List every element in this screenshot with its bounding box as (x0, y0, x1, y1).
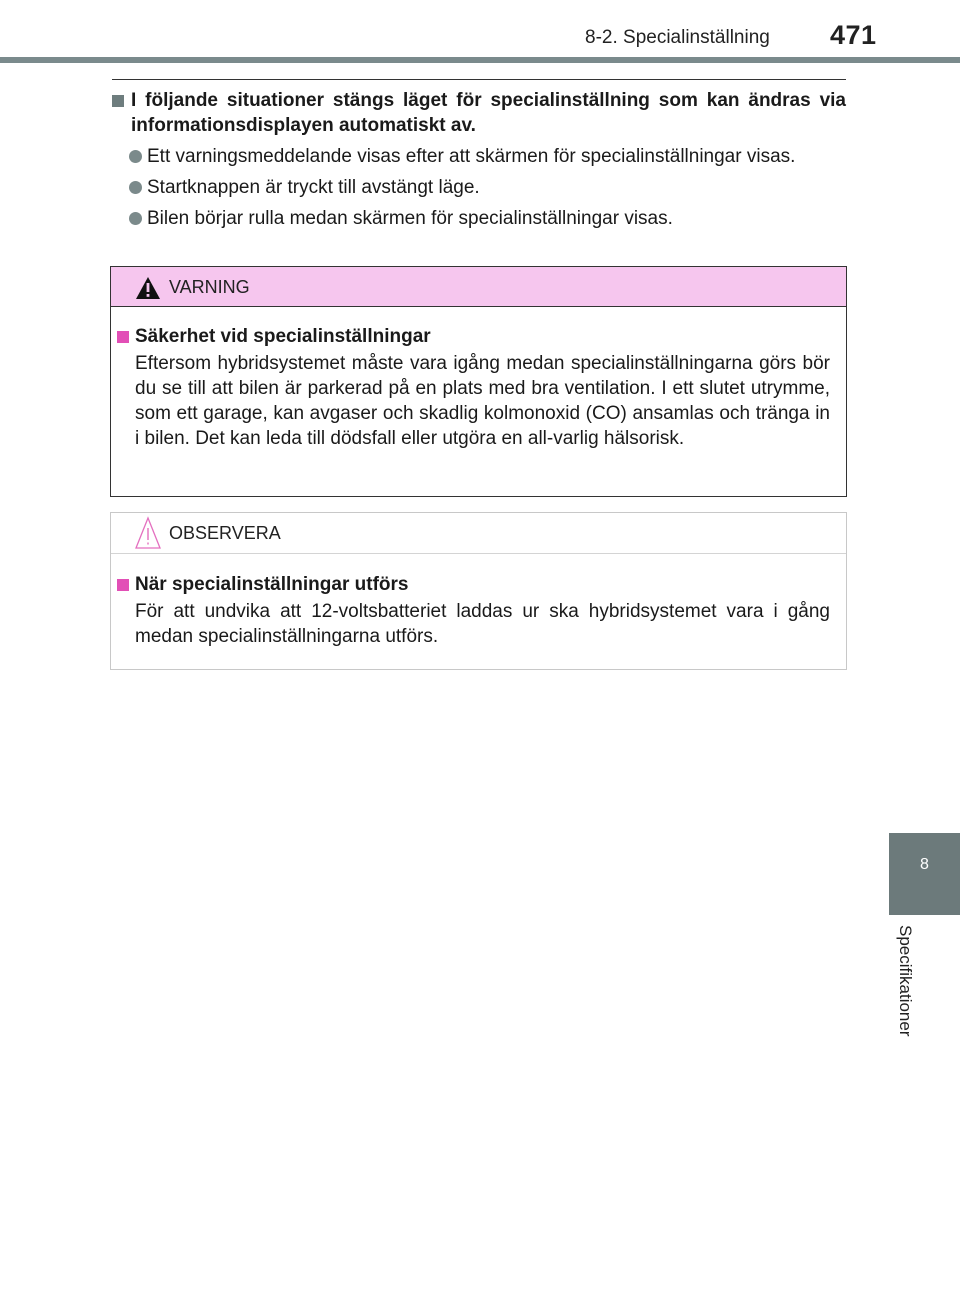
intro-section (112, 88, 846, 231)
header-bar (0, 57, 960, 63)
note-subheading-text: När specialinställningar utförs (135, 574, 409, 595)
list-item-text: Startknappen är tryckt till avstängt läge. (147, 177, 480, 198)
square-bullet-icon (112, 95, 124, 107)
chapter-label: Specifikationer (896, 925, 915, 1037)
note-text: För att undvika att 12-voltsbatteriet laddas ur ska hybridsystemet vara i gång medan specialinställningarna utförs. (135, 601, 830, 647)
warning-subheading (117, 324, 830, 349)
note-title: OBSERVERA (169, 523, 281, 543)
intro-heading-text: I följande situationer stängs läget för specialinställning som kan ändras via informationsdisplayen automatiskt av. (131, 90, 846, 136)
square-bullet-icon (117, 331, 129, 343)
bullet-list (129, 144, 846, 231)
square-bullet-icon (117, 579, 129, 591)
warning-text: Eftersom hybridsystemet måste vara igång medan specialinställningarna görs bör du se till att bilen är parkerad på en plats med bra ventilation. I ett slutet utrymme, som ett garage, kan avgaser och skadlig kolmonoxid (CO) ansamlas och tränga in i bilen. Det kan leda till dödsfall eller utgöra en all-varlig hälsorisk. (135, 353, 830, 449)
warning-triangle-icon (135, 276, 161, 305)
warning-title: VARNING (169, 277, 250, 297)
chapter-tab (889, 833, 960, 915)
warning-subheading-text: Säkerhet vid specialinställningar (135, 326, 431, 347)
section-title: 8-2. Specialinställning (585, 27, 770, 48)
note-box (110, 512, 847, 670)
bullet-dot-icon (129, 212, 142, 225)
list-item (129, 206, 846, 231)
bullet-dot-icon (129, 181, 142, 194)
note-header (111, 513, 846, 554)
list-item (129, 144, 846, 169)
bullet-dot-icon (129, 150, 142, 163)
page-number: 471 (830, 20, 877, 50)
list-item (129, 175, 846, 200)
list-item-text: Bilen börjar rulla medan skärmen för specialinställningar visas. (147, 208, 673, 229)
chapter-number: 8 (920, 856, 929, 873)
intro-heading (112, 88, 846, 138)
warning-body (111, 307, 846, 451)
list-item-text: Ett varningsmeddelande visas efter att skärmen för specialinställningar visas. (147, 146, 796, 167)
warning-box (110, 266, 847, 497)
caution-triangle-icon (135, 516, 161, 555)
top-rule (112, 79, 846, 80)
note-body (111, 554, 846, 649)
note-subheading (117, 572, 830, 597)
warning-header (111, 267, 846, 307)
